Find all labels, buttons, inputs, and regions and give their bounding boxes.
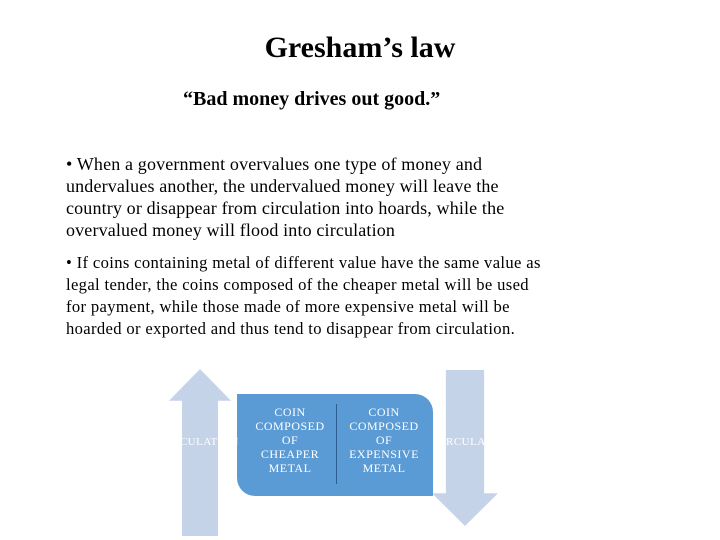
expensive-coin-line: EXPENSIVE bbox=[349, 447, 419, 461]
down-arrow bbox=[432, 370, 513, 526]
cheap-coin-line: CHEAPER bbox=[260, 447, 320, 461]
expensive-coin-label bbox=[336, 405, 432, 475]
bullet-line: overvalued money will flood into circulation bbox=[66, 220, 396, 240]
bullet-line: • If coins containing metal of different value have the same value as bbox=[66, 253, 541, 272]
expensive-coin-line: OF bbox=[375, 433, 393, 447]
slide-subtitle: “Bad money drives out good.” bbox=[183, 88, 441, 110]
cheap-coin-line: OF bbox=[281, 433, 299, 447]
cheap-coin-line: METAL bbox=[268, 461, 312, 475]
bullet-line: country or disappear from circulation into hoards, while the bbox=[66, 198, 505, 218]
slide-title: Gresham’s law bbox=[264, 31, 456, 64]
bullet-line: • When a government overvalues one type of money and bbox=[66, 154, 483, 174]
expensive-coin-line: COMPOSED bbox=[349, 419, 419, 433]
up-arrow-label: CIRCULATION bbox=[160, 436, 239, 448]
bullet-line: legal tender, the coins composed of the cheaper metal will be used bbox=[66, 275, 529, 294]
cheap-coin-label bbox=[242, 405, 338, 475]
bullet-line: for payment, while those made of more expensive metal will be bbox=[66, 297, 510, 316]
expensive-coin-line: COIN bbox=[368, 405, 400, 419]
expensive-coin-line: METAL bbox=[362, 461, 406, 475]
cheap-coin-line: COIN bbox=[274, 405, 306, 419]
cheap-coin-line: COMPOSED bbox=[255, 419, 325, 433]
down-arrow-label: CIRCULATION bbox=[434, 436, 513, 448]
bullet-line: hoarded or exported and thus tend to disappear from circulation. bbox=[66, 319, 516, 338]
bullet-line: undervalues another, the undervalued money will leave the bbox=[66, 176, 499, 196]
up-arrow bbox=[160, 369, 239, 536]
